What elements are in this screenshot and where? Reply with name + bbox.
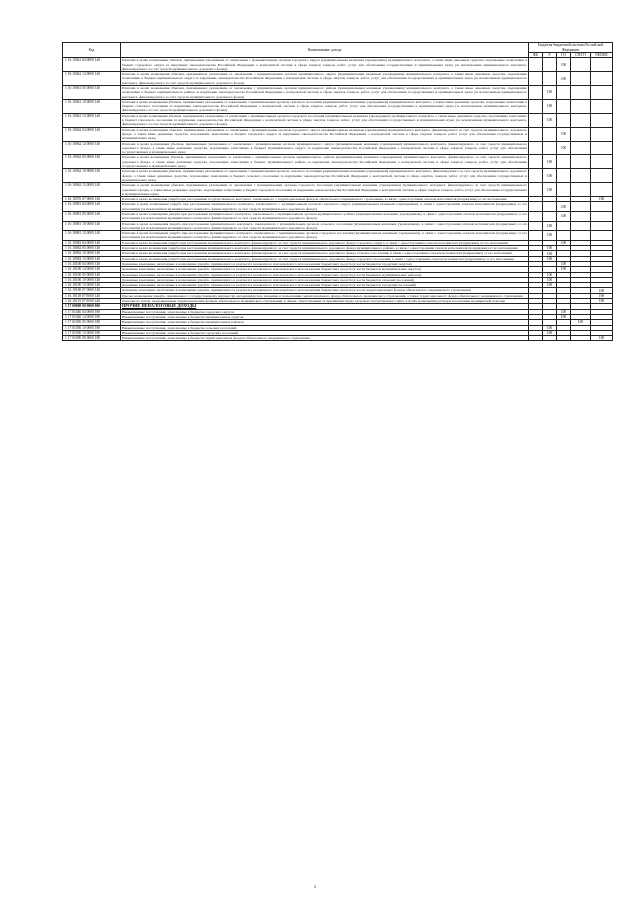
row-description: Платежи в целях возмещения ущерба при расторжении муниципального контракта, заключенного с муниципальным органом муниципального района (муниципальным казенным учреждением), в связи с односторонним отказом исполнителя (подрядчика) от его исполнения (за исключением муниципального контракта, финансируемого за счет средств муниципального дорожного фонда) — [122, 212, 527, 221]
row-value-сп/гп — [571, 113, 591, 127]
table-row — [63, 85, 613, 99]
row-value-сп/гп — [571, 202, 591, 212]
table-row — [63, 202, 613, 212]
row-value-фб — [529, 169, 543, 183]
row-value-го — [557, 113, 571, 127]
row-value-р: 100 — [543, 277, 557, 282]
row-code: 1 16 10062 05 0000 140 — [63, 155, 121, 169]
row-code: 1 16 10100 07 0000 140 — [63, 288, 121, 293]
row-value-го — [557, 336, 571, 341]
row-description: Платежи в целях возмещения ущерба при расторжении государственного контракта, заключенного с территориальным фондом обязательного медицинского страхования, в связи с односторонним отказом исполнителя (подрядчика) от его исполнения — [121, 197, 529, 202]
row-description: Денежные взыскания, налагаемые в возмещение ущерба, причиненного в результате незаконного или нецелевого использования бюджетных средств (в части территориальных фондов обязательного медицинского страхования) — [121, 288, 529, 293]
row-value-р — [543, 58, 557, 72]
page-number: 2 — [314, 884, 316, 889]
row-value-тфомс: 100 — [591, 299, 613, 304]
header-sub-r: Р — [543, 53, 557, 58]
row-code: 1 16 10100 14 0000 140 — [63, 267, 121, 272]
row-value-р: 100 — [543, 256, 557, 261]
row-value-тфомс: 100 — [591, 288, 613, 293]
table-row — [63, 58, 613, 72]
row-value-р — [543, 141, 557, 155]
row-description: Невыясненные поступления, зачисляемые в бюджеты сельских поселений — [121, 325, 529, 330]
row-value-тфомс — [591, 58, 613, 72]
row-value-тфомс — [591, 202, 613, 212]
row-value-фб — [529, 202, 543, 212]
row-value-го: 100 — [557, 127, 571, 141]
row-value-сп/гп — [571, 72, 591, 86]
row-code: 1 16 10061 13 0000 140 — [63, 113, 121, 127]
row-value-р: 100 — [543, 99, 557, 113]
row-value-р: 100 — [543, 325, 557, 330]
row-value-го: 100 — [557, 202, 571, 212]
row-value-го: 100 — [557, 314, 571, 319]
row-code: 1 17 01050 05 0000 180 — [63, 320, 121, 325]
row-code: 1 16 10062 04 0000 140 — [63, 127, 121, 141]
table-row — [63, 141, 613, 155]
row-description: ПРОЧИЕ НЕНАЛОГОВЫЕ ДОХОДЫ — [121, 304, 529, 309]
row-description: Платежи в целях возмещения убытков, причиненных уклонением от заключения с муниципальным органом сельского поселения (муниципальным казенным учреждением) муниципального контракта, а также иные денежные средства, подлежащие зачислению в бюджет сельского поселения за нарушение законодательства Российской Федерации о контрактной системе в сфере закупок товаров, работ, услуг для обеспечения государственных и муниципальных нужд (за исключением муниципального контракта, финансируемого за счет средств муниципального дорожного фонда) — [122, 99, 527, 113]
row-value-сп/гп — [571, 212, 591, 222]
table-row — [63, 127, 613, 141]
row-code: 1 16 10062 13 0000 140 — [63, 183, 121, 197]
row-description: Платежи в целях возмещения ущерба при расторжении муниципального контракта, финансируемого за счет средств муниципального дорожного фонда муниципального района, в связи с односторонним отказом исполнителя (подрядчика) от его исполнения — [121, 246, 529, 251]
row-code: 1 16 10100 04 0000 140 — [63, 261, 121, 266]
row-value-р: 100 — [543, 169, 557, 183]
row-description: Прочее возмещение ущерба, причиненного государственному имуществу, находящемуся во владении и пользовании территориального фонда обязательного медицинского страхования, а также территориального фонда обязательного медицинского страхования — [121, 293, 529, 298]
row-value-р: 100 — [543, 330, 557, 335]
row-value-тфомс — [591, 141, 613, 155]
row-value-р: 100 — [543, 85, 557, 99]
row-value-р: 100 — [543, 155, 557, 169]
row-value-тфомс — [591, 169, 613, 183]
table-row — [63, 212, 613, 222]
row-code: 1 17 01050 10 0000 180 — [63, 325, 121, 330]
row-value-р — [543, 212, 557, 222]
row-value-сп/гп — [571, 221, 591, 231]
table-row — [63, 336, 613, 341]
table-row — [63, 169, 613, 183]
row-value-го — [557, 231, 571, 241]
row-code: 1 17 00000 00 0000 000 — [63, 304, 121, 309]
revenue-classification-table — [62, 42, 613, 341]
row-description: Платежи в целях возмещения убытков, причиненных уклонением от заключения с муниципальным органом муниципального района (муниципальным казенным учреждением) муниципального контракта, а также иные денежные средства, подлежащие зачислению в бюджет муниципального района за нарушение законодательства Российской Федерации о контрактной системе в сфере закупок товаров, работ, услуг для обеспечения государственных и муниципальных нужд (за исключением муниципального контракта, финансируемого за счет средств муниципального дорожного фонда) — [122, 85, 527, 99]
row-value-р — [543, 127, 557, 141]
row-code: 1 16 10119 07 0000 140 — [63, 299, 121, 304]
header-sub-sp: СП/ГП — [571, 53, 591, 58]
row-value-го — [557, 169, 571, 183]
row-value-р: 100 — [543, 283, 557, 288]
row-value-фб — [529, 336, 543, 341]
row-code: 1 16 10061 14 0000 140 — [63, 72, 121, 86]
row-value-го — [557, 183, 571, 197]
row-value-р — [543, 336, 557, 341]
row-code: 1 16 10100 10 0000 140 — [63, 277, 121, 282]
row-value-го: 100 — [557, 267, 571, 272]
row-description: Платежи в целях возмещения ущерба при расторжении муниципального контракта, финансируемого за счет средств муниципального дорожного фонда городского поселения, в связи с односторонним отказом исполнителя (подрядчика) от его исполнения — [121, 256, 529, 261]
table-row — [63, 113, 613, 127]
row-description: Денежные взыскания, налагаемые в возмещение ущерба, причиненного в результате незаконного или нецелевого использования бюджетных средств (в части бюджетов сельских поселений) — [121, 277, 529, 282]
row-code: 1 16 10082 04 0000 140 — [63, 240, 121, 245]
row-code: 1 16 10081 13 0000 140 — [63, 231, 121, 241]
row-value-го — [557, 99, 571, 113]
row-value-сп/гп — [571, 141, 591, 155]
table-row — [63, 221, 613, 231]
row-value-фб — [529, 99, 543, 113]
header-sub-fb: ФБ — [529, 53, 543, 58]
row-value-тфомс — [591, 231, 613, 241]
row-value-го: 100 — [557, 309, 571, 314]
row-code: 1 16 10081 10 0000 140 — [63, 221, 121, 231]
row-value-го: 100 — [557, 240, 571, 245]
row-value-р — [543, 72, 557, 86]
table-row — [63, 183, 613, 197]
row-code: 1 16 10070 07 0000 140 — [63, 197, 121, 202]
row-value-р: 100 — [543, 246, 557, 251]
row-value-сп/гп — [571, 336, 591, 341]
row-value-р: 100 — [543, 221, 557, 231]
row-code: 1 16 10100 05 0000 140 — [63, 272, 121, 277]
row-value-сп/гп — [571, 99, 591, 113]
row-description: Платежи в целях возмещения убытков, причиненных уклонением от заключения с муниципальным органом городского округа (муниципальным казенным учреждением) муниципального контракта, а также иные денежные средства, подлежащие зачислению в бюджет городского округа за нарушение законодательства Российской Федерации о контрактной системе в сфере закупок товаров, работ, услуг для обеспечения государственных и муниципальных нужд (за исключением муниципального контракта, финансируемого за счет средств муниципального дорожного фонда) — [122, 58, 527, 71]
row-description: Платежи в целях возмещения убытков, причиненных уклонением от заключения с муниципальным органом муниципального района (муниципальным казенным учреждением) муниципального контракта, финансируемого за счет средств муниципального дорожного фонда, а также иные денежные средства, подлежащие зачислению в бюджет муниципального района за нарушение законодательства Российской Федерации о контрактной системе в сфере закупок товаров, работ, услуг для обеспечения государственных и муниципальных нужд — [122, 155, 527, 169]
row-code: 1 17 01040 04 0000 180 — [63, 309, 121, 314]
row-value-тфомс — [591, 155, 613, 169]
row-code: 1 16 10061 04 0000 140 — [63, 58, 121, 72]
table-row — [63, 155, 613, 169]
row-value-р: 100 — [543, 231, 557, 241]
row-value-тфомс: 100 — [591, 336, 613, 341]
row-code: 1 16 10100 13 0000 140 — [63, 283, 121, 288]
row-value-го: 100 — [557, 212, 571, 222]
row-code: 1 16 10061 05 0000 140 — [63, 85, 121, 99]
row-description: Невыясненные поступления, зачисляемые в бюджеты муниципальных округов — [121, 314, 529, 319]
row-value-фб — [529, 113, 543, 127]
table-row — [63, 72, 613, 86]
row-value-сп/гп — [571, 183, 591, 197]
row-value-р: 100 — [543, 251, 557, 256]
row-description: Невыясненные поступления, зачисляемые в бюджеты территориальных фондов обязательного медицинского страхования — [121, 336, 529, 341]
row-value-тфомс — [591, 183, 613, 197]
row-value-фб — [529, 212, 543, 222]
row-value-р — [543, 202, 557, 212]
row-code: 1 17 01040 14 0000 180 — [63, 314, 121, 319]
row-code: 1 16 10062 10 0000 140 — [63, 169, 121, 183]
row-value-сп/гп — [571, 231, 591, 241]
header-name: Наименование дохода — [121, 43, 529, 58]
row-description: Невыясненные поступления, зачисляемые в бюджеты муниципальных районов — [121, 320, 529, 325]
row-description: Платежи в целях возмещения убытков, причиненных уклонением от заключения с муниципальным органом городского поселения (муниципальным казенным учреждением) муниципального контракта, а также иные денежные средства, подлежащие зачислению в бюджет городского поселения за нарушение законодательства Российской Федерации о контрактной системе в сфере закупок товаров, работ, услуг для обеспечения государственных и муниципальных нужд (за исключением муниципального контракта, финансируемого за счет средств муниципального дорожного фонда) — [122, 113, 527, 127]
row-value-го: 100 — [557, 141, 571, 155]
row-value-го: 100 — [557, 72, 571, 86]
row-value-тфомс — [591, 221, 613, 231]
row-value-го — [557, 155, 571, 169]
row-value-сп/гп — [571, 155, 591, 169]
row-value-го: 100 — [557, 58, 571, 72]
row-value-тфомс: 100 — [591, 197, 613, 202]
row-value-р: 100 — [543, 183, 557, 197]
row-value-тфомс — [591, 127, 613, 141]
row-value-р: 100 — [543, 113, 557, 127]
row-value-р: 100 — [543, 272, 557, 277]
row-value-сп/гп — [571, 58, 591, 72]
row-description: Платежи в целях возмещения ущерба при расторжении муниципального контракта, финансируемого за счет средств муниципального дорожного фонда городского округа, в связи с односторонним отказом исполнителя (подрядчика) от его исполнения — [121, 240, 529, 245]
row-description: Денежные взыскания, налагаемые в возмещение ущерба, причиненного в результате незаконного или нецелевого использования бюджетных средств (в части бюджетов муниципальных районов) — [121, 272, 529, 277]
row-value-фб — [529, 58, 543, 72]
row-code: 1 16 10118 07 0000 140 — [63, 293, 121, 298]
row-value-тфомс — [591, 212, 613, 222]
row-value-го — [557, 221, 571, 231]
row-value-фб — [529, 72, 543, 86]
row-description: Невыясненные поступления, зачисляемые в бюджеты городских поселений — [121, 330, 529, 335]
row-code: 1 16 10061 10 0000 140 — [63, 99, 121, 113]
row-value-фб — [529, 221, 543, 231]
header-sub-tfoms: ТФОМС — [591, 53, 613, 58]
row-description: Платежи в целях возмещения ущерба при расторжении муниципального контракта, заключенного с муниципальным органом городского поселения (муниципальным казенным учреждением), в связи с односторонним отказом исполнителя (подрядчика) от его исполнения (за исключением муниципального контракта, финансируемого за счет средств муниципального дорожного фонда) — [122, 231, 527, 240]
row-code: 1 16 10081 04 0000 140 — [63, 202, 121, 212]
header-code: Код — [63, 43, 121, 58]
row-description: Платежи в целях возмещения ущерба при расторжении муниципального контракта, заключенного с муниципальным органом городского округа (муниципальным казенным учреждением), в связи с односторонним отказом исполнителя (подрядчика) от его исполнения (за исключением муниципального контракта, финансируемого за счет средств муниципального дорожного фонда) — [122, 202, 527, 211]
row-value-сп/гп: 100 — [571, 320, 591, 325]
row-value-тфомс — [591, 72, 613, 86]
header-sub-go: ГО — [557, 53, 571, 58]
row-code: 1 17 01090 09 0000 180 — [63, 336, 121, 341]
row-description: Денежные взыскания, налагаемые в возмещение ущерба, причиненного в результате незаконного или нецелевого использования бюджетных средств (в части бюджетов городских поселений) — [121, 283, 529, 288]
row-value-тфомс: 100 — [591, 293, 613, 298]
row-code: 1 16 10081 05 0000 140 — [63, 212, 121, 222]
row-code: 1 16 10062 14 0000 140 — [63, 141, 121, 155]
row-value-сп/гп — [571, 85, 591, 99]
table-row — [63, 99, 613, 113]
header-budgets: Бюджеты бюджетной системы Российской Федерации — [529, 43, 613, 53]
row-value-фб — [529, 183, 543, 197]
row-code: 1 16 10082 05 0000 140 — [63, 246, 121, 251]
row-code: 1 16 10082 13 0000 140 — [63, 256, 121, 261]
row-description: Платежи в целях возмещения ущерба при расторжении муниципального контракта, финансируемого за счет средств муниципального дорожного фонда сельского поселения, в связи с односторонним отказом исполнителя (подрядчика) от его исполнения — [121, 251, 529, 256]
row-value-фб — [529, 85, 543, 99]
row-value-фб — [529, 155, 543, 169]
row-description: Платежи в целях возмещения убытков, причиненных уклонением от заключения с муниципальным органом муниципального округа (муниципальным казенным учреждением) муниципального контракта, финансируемого за счет средств муниципального дорожного фонда, а также иные денежные средства, подлежащие зачислению в бюджет муниципального округа за нарушение законодательства Российской Федерации о контрактной системе в сфере закупок товаров, работ, услуг для обеспечения государственных и муниципальных нужд — [122, 141, 527, 155]
row-description: Платежи в целях возмещения убытков, причиненных уклонением от заключения с муниципальным органом сельского поселения (муниципальным казенным учреждением) муниципального контракта, финансируемого за счет средств муниципального дорожного фонда, а также иные денежные средства, подлежащие зачислению в бюджет сельского поселения за нарушение законодательства Российской Федерации о контрактной системе в сфере закупок товаров, работ, услуг для обеспечения государственных и муниципальных нужд — [122, 169, 527, 182]
row-value-сп/гп — [571, 127, 591, 141]
row-value-сп/гп — [571, 169, 591, 183]
row-description: Денежные взыскания, налагаемые в возмещение ущерба, причиненного в результате незаконного или нецелевого использования бюджетных средств (в части бюджетов муниципальных округов) — [121, 267, 529, 272]
row-code: 1 16 10082 10 0000 140 — [63, 251, 121, 256]
table-row — [63, 231, 613, 241]
row-description: Платежи в целях возмещения убытков, причиненных уклонением от заключения с муниципальным органом городского округа (муниципальным казенным учреждением) муниципального контракта, финансируемого за счет средств муниципального дорожного фонда, а также иные денежные средства, подлежащие зачислению в бюджет городского округа за нарушение законодательства Российской Федерации о контрактной системе в сфере закупок товаров, работ, услуг для обеспечения государственных и муниципальных нужд — [122, 127, 527, 141]
row-value-фб — [529, 231, 543, 241]
row-description: Платежи в целях возмещения ущерба при расторжении муниципального контракта, заключенного с муниципальным органом сельского поселения (муниципальным казенным учреждением), в связи с односторонним отказом исполнителя (подрядчика) от его исполнения (за исключением муниципального контракта, финансируемого за счет средств муниципального дорожного фонда) — [122, 221, 527, 230]
row-value-го — [557, 85, 571, 99]
row-value-тфомс — [591, 85, 613, 99]
row-code: 1 17 01050 13 0000 180 — [63, 330, 121, 335]
budget-table-sheet — [62, 42, 612, 341]
row-value-фб — [529, 127, 543, 141]
row-value-тфомс — [591, 113, 613, 127]
row-description: Платежи в целях возмещения убытков, причиненных уклонением от заключения с муниципальным органом муниципального округа (муниципальным казенным учреждением) муниципального контракта, а также иные денежные средства, подлежащие зачислению в бюджет муниципального округа за нарушение законодательства Российской Федерации о контрактной системе в сфере закупок товаров, работ, услуг для обеспечения государственных и муниципальных нужд (за исключением муниципального контракта, финансируемого за счет средств муниципального дорожного фонда) — [122, 72, 527, 85]
row-value-фб — [529, 141, 543, 155]
row-value-тфомс — [591, 99, 613, 113]
row-description: Платежи в целях возмещения убытков, причиненных уклонением от заключения с муниципальным органом городского поселения (муниципальным казенным учреждением) муниципального контракта, финансируемого за счет средств муниципального дорожного фонда, а также иные денежные средства, подлежащие зачислению в бюджет городского поселения за нарушение законодательства Российской Федерации о контрактной системе в сфере закупок товаров, работ, услуг для обеспечения государственных и муниципальных нужд — [122, 183, 527, 196]
row-description: Платежи по искам, предъявленным территориальным фондом обязательного медицинского страхования, к лицам, ответственным за причинение вреда здоровью застрахованного лица, в целях возмещения расходов на оказание медицинской помощи — [121, 299, 529, 304]
row-value-го: 100 — [557, 261, 571, 266]
row-description: Невыясненные поступления, зачисляемые в бюджеты городских округов — [121, 309, 529, 314]
row-description: Денежные взыскания, налагаемые в возмещение ущерба, причиненного в результате незаконного или нецелевого использования бюджетных средств (в части бюджетов городских округов) — [121, 261, 529, 266]
